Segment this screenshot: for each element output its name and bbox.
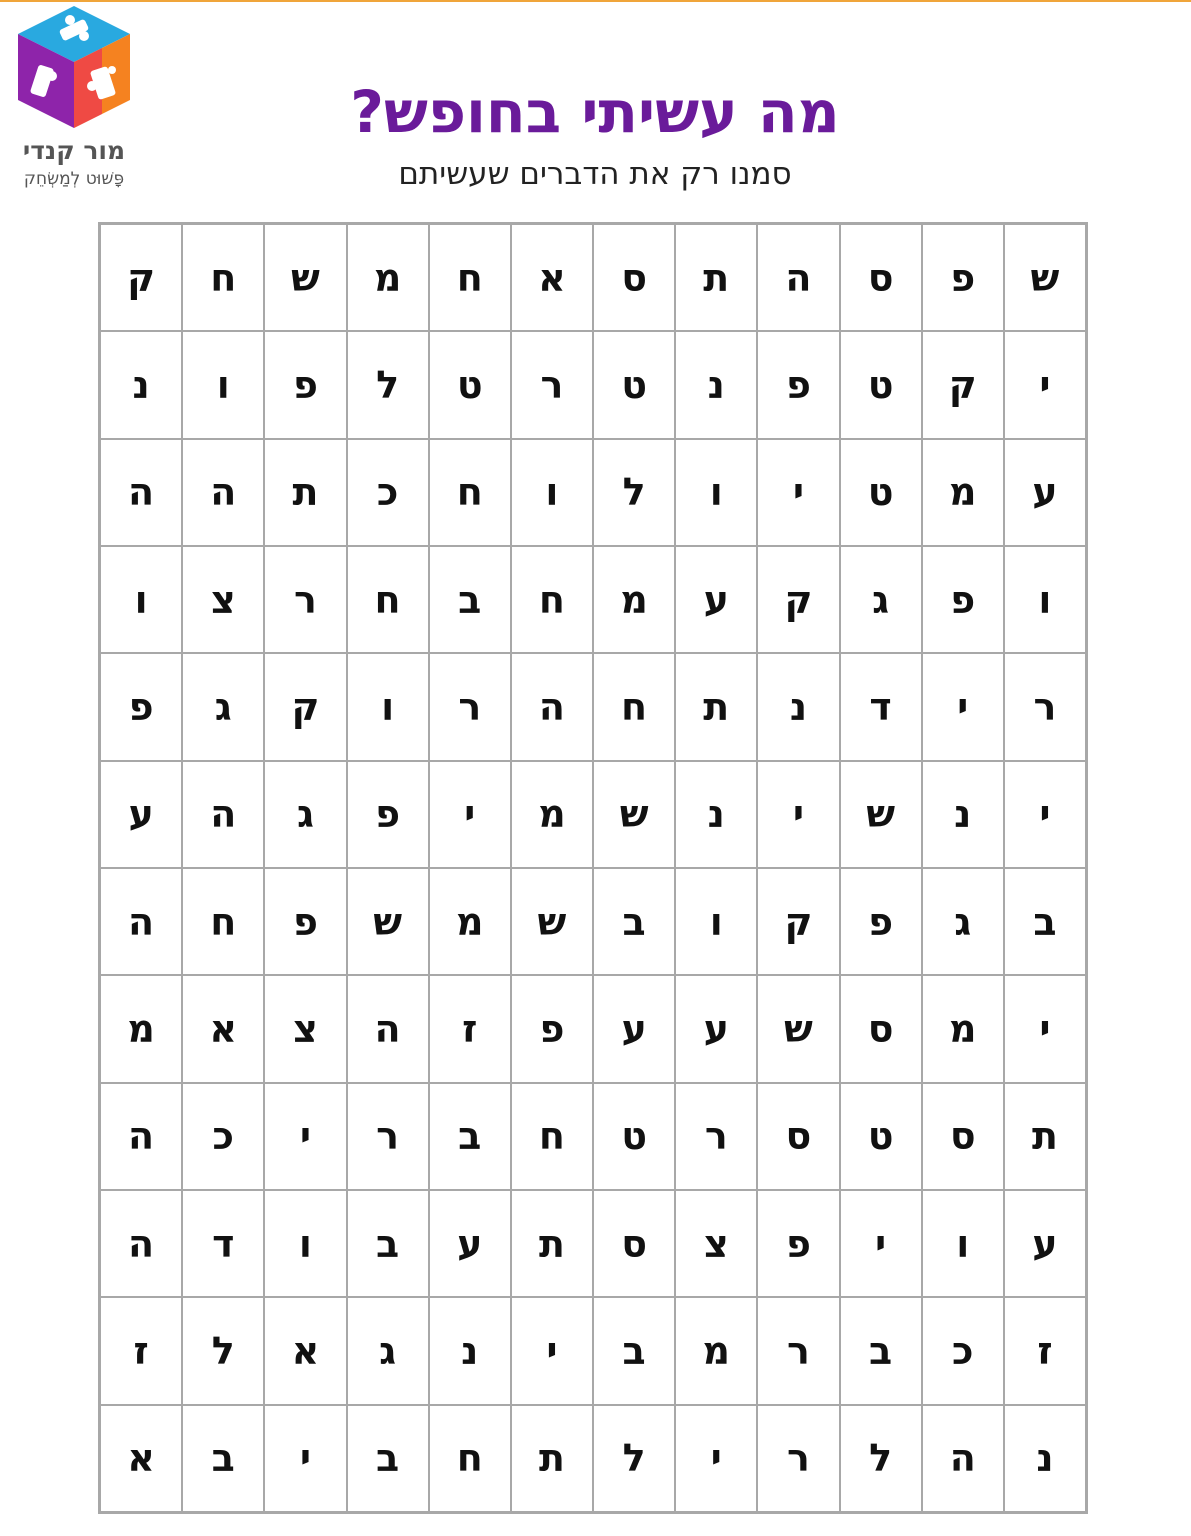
- grid-cell[interactable]: ע: [1004, 439, 1086, 546]
- grid-cell[interactable]: ו: [1004, 546, 1086, 653]
- grid-cell[interactable]: י: [511, 1297, 593, 1404]
- grid-cell[interactable]: פ: [922, 546, 1004, 653]
- grid-cell[interactable]: ת: [675, 224, 757, 331]
- grid-cell[interactable]: ה: [757, 224, 839, 331]
- grid-cell[interactable]: נ: [100, 331, 182, 438]
- grid-cell[interactable]: ש: [347, 868, 429, 975]
- grid-cell[interactable]: ב: [182, 1405, 264, 1512]
- grid-cell[interactable]: ס: [840, 224, 922, 331]
- grid-cell[interactable]: ג: [264, 761, 346, 868]
- grid-cell[interactable]: ה: [347, 975, 429, 1082]
- grid-cell[interactable]: ת: [511, 1190, 593, 1297]
- grid-cell[interactable]: ר: [511, 331, 593, 438]
- grid-cell[interactable]: י: [922, 653, 1004, 760]
- grid-cell[interactable]: ב: [429, 1083, 511, 1190]
- grid-cell[interactable]: ל: [593, 1405, 675, 1512]
- grid-cell[interactable]: ק: [100, 224, 182, 331]
- grid-cell[interactable]: ר: [757, 1297, 839, 1404]
- brand-tagline: פָּשׁוּט לְמַשְׂחֵק: [23, 169, 125, 189]
- grid-cell[interactable]: ס: [593, 1190, 675, 1297]
- grid-cell[interactable]: נ: [1004, 1405, 1086, 1512]
- grid-cell[interactable]: ת: [511, 1405, 593, 1512]
- grid-cell[interactable]: ס: [593, 224, 675, 331]
- grid-cell[interactable]: ח: [182, 224, 264, 331]
- grid-cell[interactable]: ר: [264, 546, 346, 653]
- grid-cell[interactable]: ג: [922, 868, 1004, 975]
- grid-cell[interactable]: ו: [100, 546, 182, 653]
- grid-cell[interactable]: ת: [264, 439, 346, 546]
- grid-cell[interactable]: ש: [264, 224, 346, 331]
- grid-cell[interactable]: ל: [840, 1405, 922, 1512]
- grid-cell[interactable]: ה: [100, 868, 182, 975]
- grid-cell[interactable]: מ: [922, 975, 1004, 1082]
- grid-cell[interactable]: ו: [675, 439, 757, 546]
- grid-cell[interactable]: ח: [429, 439, 511, 546]
- top-accent-line: [0, 0, 1191, 2]
- grid-cell[interactable]: ר: [1004, 653, 1086, 760]
- grid-cell[interactable]: ה: [511, 653, 593, 760]
- grid-cell[interactable]: מ: [675, 1297, 757, 1404]
- grid-cell[interactable]: ז: [429, 975, 511, 1082]
- grid-cell[interactable]: י: [675, 1405, 757, 1512]
- grid-cell[interactable]: ב: [1004, 868, 1086, 975]
- grid-cell[interactable]: פ: [264, 868, 346, 975]
- grid-cell[interactable]: ג: [840, 546, 922, 653]
- word-search-grid: [98, 222, 1088, 1514]
- grid-cell[interactable]: ט: [593, 331, 675, 438]
- grid-cell[interactable]: נ: [675, 761, 757, 868]
- grid-cell[interactable]: ל: [347, 331, 429, 438]
- grid-cell[interactable]: ח: [182, 868, 264, 975]
- grid-cell[interactable]: כ: [922, 1297, 1004, 1404]
- grid-cell[interactable]: ט: [840, 1083, 922, 1190]
- grid-cell[interactable]: י: [264, 1405, 346, 1512]
- grid-cell[interactable]: ג: [182, 653, 264, 760]
- grid-cell[interactable]: נ: [675, 331, 757, 438]
- grid-cell[interactable]: ק: [922, 331, 1004, 438]
- grid-cell[interactable]: ק: [757, 546, 839, 653]
- grid-cell[interactable]: ח: [429, 1405, 511, 1512]
- grid-cell[interactable]: ה: [182, 439, 264, 546]
- grid-cell[interactable]: ש: [840, 761, 922, 868]
- grid-cell[interactable]: צ: [182, 546, 264, 653]
- grid-cell[interactable]: ט: [429, 331, 511, 438]
- grid-cell[interactable]: ב: [840, 1297, 922, 1404]
- grid-cell[interactable]: ב: [347, 1190, 429, 1297]
- grid-cell[interactable]: ט: [593, 1083, 675, 1190]
- grid-cell[interactable]: ש: [757, 975, 839, 1082]
- grid-cell[interactable]: פ: [757, 331, 839, 438]
- grid-cell[interactable]: י: [1004, 761, 1086, 868]
- grid-cell[interactable]: ו: [511, 439, 593, 546]
- grid-cell[interactable]: ע: [675, 975, 757, 1082]
- grid-cell[interactable]: ע: [100, 761, 182, 868]
- grid-cell[interactable]: כ: [182, 1083, 264, 1190]
- grid-cell[interactable]: ד: [840, 653, 922, 760]
- grid-cell[interactable]: פ: [100, 653, 182, 760]
- grid-cell[interactable]: ה: [100, 1083, 182, 1190]
- grid-cell[interactable]: ר: [347, 1083, 429, 1190]
- grid-cell[interactable]: ה: [922, 1405, 1004, 1512]
- grid-cell[interactable]: פ: [922, 224, 1004, 331]
- grid-cell[interactable]: ב: [593, 1297, 675, 1404]
- grid-cell[interactable]: י: [264, 1083, 346, 1190]
- grid-cell[interactable]: ת: [1004, 1083, 1086, 1190]
- grid-cell[interactable]: פ: [840, 868, 922, 975]
- grid-cell[interactable]: צ: [675, 1190, 757, 1297]
- grid-cell[interactable]: פ: [347, 761, 429, 868]
- grid-cell[interactable]: ע: [429, 1190, 511, 1297]
- grid-cell[interactable]: ע: [675, 546, 757, 653]
- grid-cell[interactable]: ח: [593, 653, 675, 760]
- grid-cell[interactable]: ט: [840, 331, 922, 438]
- grid-cell[interactable]: ד: [182, 1190, 264, 1297]
- page-title: מה עשיתי בחופש?: [350, 78, 840, 146]
- grid-cell[interactable]: ר: [757, 1405, 839, 1512]
- grid-cell[interactable]: צ: [264, 975, 346, 1082]
- brand-name: מור קנדי: [22, 136, 126, 165]
- grid-cell[interactable]: י: [840, 1190, 922, 1297]
- grid-cell[interactable]: פ: [511, 975, 593, 1082]
- grid-cell[interactable]: ו: [347, 653, 429, 760]
- grid-cell[interactable]: י: [429, 761, 511, 868]
- grid-cell[interactable]: ת: [675, 653, 757, 760]
- grid-cell[interactable]: ש: [511, 868, 593, 975]
- grid-cell[interactable]: א: [182, 975, 264, 1082]
- brand-logo: [12, 4, 136, 194]
- grid-cell[interactable]: ט: [840, 439, 922, 546]
- grid-cell[interactable]: ש: [593, 761, 675, 868]
- grid-cell[interactable]: י: [757, 439, 839, 546]
- grid-cell[interactable]: ו: [922, 1190, 1004, 1297]
- grid-cell[interactable]: ח: [511, 1083, 593, 1190]
- grid-cell[interactable]: ע: [1004, 1190, 1086, 1297]
- grid-cell[interactable]: ז: [100, 1297, 182, 1404]
- grid-cell[interactable]: ס: [757, 1083, 839, 1190]
- grid-cell[interactable]: נ: [429, 1297, 511, 1404]
- grid-cell[interactable]: מ: [429, 868, 511, 975]
- grid-cell[interactable]: ר: [429, 653, 511, 760]
- grid-cell[interactable]: י: [757, 761, 839, 868]
- grid-cell[interactable]: ש: [1004, 224, 1086, 331]
- grid-cell[interactable]: ל: [593, 439, 675, 546]
- grid-cell[interactable]: נ: [922, 761, 1004, 868]
- grid-cell[interactable]: מ: [922, 439, 1004, 546]
- grid-cell[interactable]: ה: [182, 761, 264, 868]
- grid-cell[interactable]: מ: [511, 761, 593, 868]
- grid-cell[interactable]: ח: [511, 546, 593, 653]
- grid-cell[interactable]: א: [511, 224, 593, 331]
- grid-cell[interactable]: ו: [182, 331, 264, 438]
- grid-cell[interactable]: ה: [100, 439, 182, 546]
- grid-cell[interactable]: פ: [264, 331, 346, 438]
- grid-cell[interactable]: א: [100, 1405, 182, 1512]
- grid-cell[interactable]: ח: [429, 224, 511, 331]
- grid-cell[interactable]: ו: [675, 868, 757, 975]
- grid-cell[interactable]: א: [264, 1297, 346, 1404]
- grid-cell[interactable]: ל: [182, 1297, 264, 1404]
- grid-cell[interactable]: מ: [347, 224, 429, 331]
- grid-cell[interactable]: נ: [757, 653, 839, 760]
- grid-cell[interactable]: כ: [347, 439, 429, 546]
- grid-cell[interactable]: מ: [593, 546, 675, 653]
- grid-cell[interactable]: מ: [100, 975, 182, 1082]
- grid-cell[interactable]: ס: [840, 975, 922, 1082]
- grid-cell[interactable]: י: [1004, 331, 1086, 438]
- grid-cell[interactable]: ג: [347, 1297, 429, 1404]
- grid-cell[interactable]: ב: [593, 868, 675, 975]
- grid-cell[interactable]: ר: [675, 1083, 757, 1190]
- grid-cell[interactable]: ב: [347, 1405, 429, 1512]
- page-subtitle: סמנו רק את הדברים שעשיתם: [398, 156, 792, 192]
- grid-cell[interactable]: ב: [429, 546, 511, 653]
- grid-cell[interactable]: ז: [1004, 1297, 1086, 1404]
- grid-cell[interactable]: ק: [264, 653, 346, 760]
- grid-cell[interactable]: ח: [347, 546, 429, 653]
- grid-cell[interactable]: ע: [593, 975, 675, 1082]
- grid-cell[interactable]: י: [1004, 975, 1086, 1082]
- grid-cell[interactable]: ה: [100, 1190, 182, 1297]
- grid-cell[interactable]: ק: [757, 868, 839, 975]
- grid-cell[interactable]: ו: [264, 1190, 346, 1297]
- grid-cell[interactable]: פ: [757, 1190, 839, 1297]
- puzzle-cube-icon: [12, 4, 136, 132]
- grid-cell[interactable]: ס: [922, 1083, 1004, 1190]
